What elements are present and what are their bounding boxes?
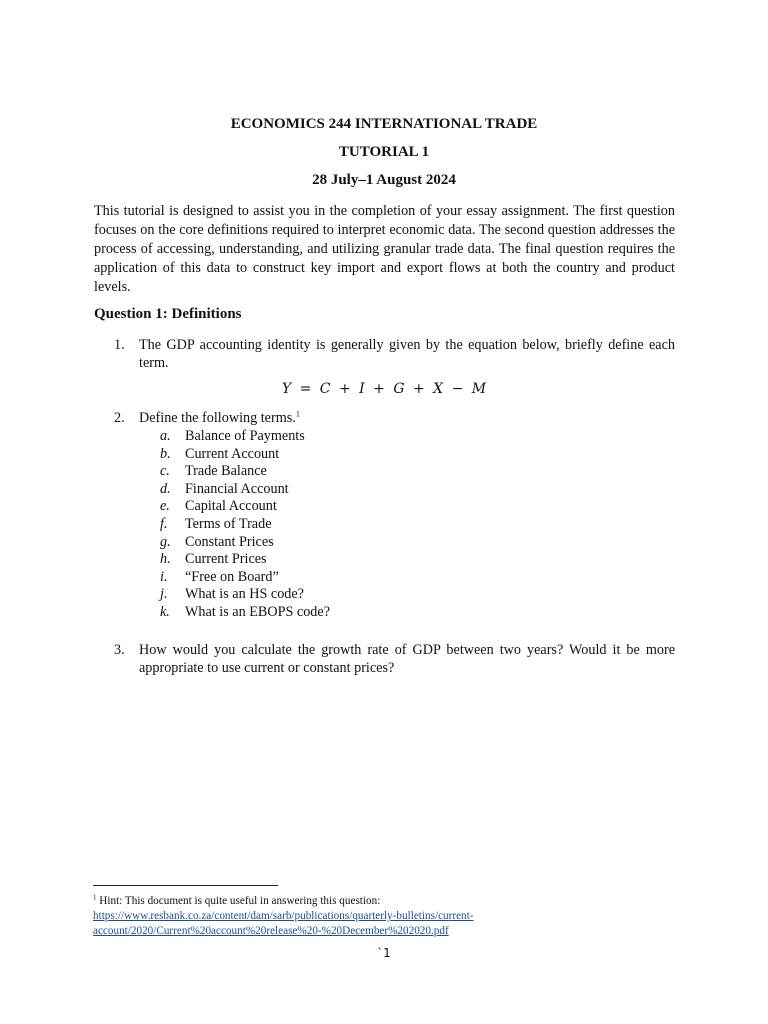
intro-paragraph: This tutorial is designed to assist you in the completion of your essay assignment. The first question focuses on the core definitions required to interpret economic data. The second question addresses the process of accessing, understanding, and utilizing granular trade data. The final question requires the application of this data to construct key import and export flows at both the country and product levels. [94, 203, 675, 295]
list-letter: j. [160, 586, 168, 603]
list-letter: a. [160, 428, 171, 444]
list-label: Current Account [185, 445, 280, 462]
equation-operator: + [412, 381, 425, 397]
equation-term: G [393, 381, 405, 397]
question-1-heading: Question 1: Definitions [94, 306, 242, 322]
question-item-3 [94, 641, 675, 677]
list-letter: k. [160, 603, 170, 620]
footnote-text-line [93, 894, 693, 909]
list-label: Constant Prices [185, 533, 274, 550]
list-label: Financial Account [185, 480, 289, 497]
item-text: Define the following terms. [139, 410, 296, 426]
list-letter: i. [160, 568, 168, 585]
item-text: How would you calculate the growth rate of GDP between two years? Would it be more appropriate to use current or constant prices? [139, 642, 675, 676]
footnote-link[interactable]: account/2020/Current%20account%20release%20-%20December%202020.pdf [93, 925, 449, 937]
equation-operator: − [451, 381, 464, 397]
list-label: Terms of Trade [185, 515, 272, 532]
list-label: What is an EBOPS code? [185, 603, 330, 620]
list-letter: e. [160, 498, 170, 515]
list-label: Trade Balance [185, 463, 267, 480]
item-number: 1. [114, 337, 125, 353]
footnote-link[interactable]: https://www.resbank.co.za/content/dam/sarb/publications/quarterly-bulletins/current- [93, 910, 474, 922]
list-label: Current Prices [185, 551, 267, 568]
equation-operator: + [373, 381, 385, 397]
equation-term: I [359, 381, 365, 397]
footnote-link-line-2 [93, 924, 693, 939]
list-letter: g. [160, 533, 171, 550]
list-letter: c. [160, 463, 170, 480]
equation-operator: + [338, 381, 351, 397]
footnote-separator [93, 885, 278, 886]
list-label: What is an HS code? [185, 586, 304, 603]
list-label: “Free on Board” [185, 568, 279, 585]
equation-term: C [319, 381, 331, 397]
list-letter: h. [160, 551, 171, 568]
equation-lhs: Y [281, 381, 292, 397]
item-number: 3. [114, 642, 125, 658]
question-item-2 [94, 409, 675, 427]
question-item-1 [94, 336, 675, 372]
equation-equals: = [299, 381, 312, 397]
gdp-equation [0, 381, 768, 397]
item-text: The GDP accounting identity is generally given by the equation below, briefly define each term. [139, 337, 675, 371]
list-letter: d. [160, 480, 171, 497]
list-label: Balance of Payments [185, 428, 305, 444]
tutorial-dates: 28 July–1 August 2024 [312, 172, 456, 188]
item-text-wrap [139, 409, 675, 427]
document-title: ECONOMICS 244 INTERNATIONAL TRADE [230, 116, 538, 132]
equation-term: X [433, 381, 444, 397]
item-number: 2. [114, 410, 125, 426]
footnote-marker: 1 [93, 893, 97, 902]
list-label: Capital Account [185, 498, 277, 515]
list-letter: b. [160, 445, 171, 462]
footnote-reference[interactable]: 1 [295, 409, 300, 419]
page-number: `1 [377, 946, 391, 960]
list-letter: f. [160, 515, 168, 532]
equation-term: M [471, 381, 487, 397]
footnote-link-line-1 [93, 909, 693, 924]
footnote-text: Hint: This document is quite useful in answering this question: [99, 895, 381, 907]
tutorial-label: TUTORIAL 1 [338, 144, 430, 160]
footnote [93, 894, 693, 939]
